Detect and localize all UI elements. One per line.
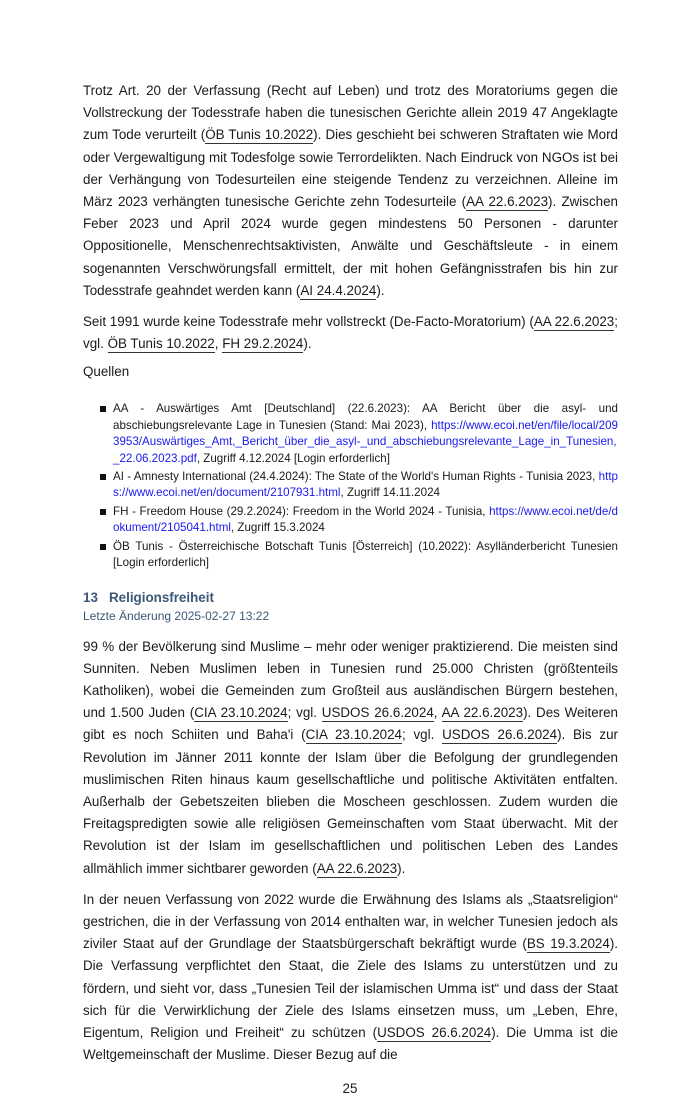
bullet-icon — [100, 544, 106, 550]
citation-link[interactable]: AA 22.6.2023 — [316, 860, 398, 876]
text: , Zugriff 14.11.2024 — [340, 486, 440, 500]
text: ÖB Tunis - Österreichische Botschaft Tunis [Österreich] (10.2022): Asylländerbericht Tunesien [Login erforderlich] — [113, 539, 618, 570]
citation-link[interactable]: CIA 23.10.2024 — [194, 705, 288, 721]
text: ). — [376, 282, 385, 298]
citation-link[interactable]: AA 22.6.2023 — [533, 314, 615, 330]
bullet-icon — [100, 474, 106, 480]
citation-link[interactable]: BS 19.3.2024 — [526, 936, 610, 952]
text: ; vgl. — [83, 314, 618, 352]
paragraph — [83, 889, 618, 1067]
source-item — [113, 401, 618, 467]
source-item — [113, 469, 618, 502]
citation-link[interactable]: AA 22.6.2023 — [466, 194, 549, 210]
source-url-link[interactable]: https://www.ecoi.net/de/dokument/2105041.html — [113, 504, 618, 535]
text: , Zugriff 4.12.2024 [Login erforderlich] — [196, 451, 390, 465]
text: Seit 1991 wurde keine Todesstrafe mehr vollstreckt (De-Facto-Moratorium) ( — [83, 314, 534, 330]
paragraphs-top — [83, 80, 618, 355]
text: ; vgl. — [402, 727, 443, 743]
citation-link[interactable]: AI 24.4.2024 — [300, 282, 377, 298]
text: ). Bis zur Revolution im Jänner 2011 konnte der Islam über die Befolgung der grundlegenden muslimischen Riten hinaus kaum gesellschaftliche und politische Aktivitäten entfalten. Außerhalb der Gebetszeiten blieben die Moscheen geschlossen. Zudem wurden die Freitagspredigten sowie alle religiösen Gemeinschaften vom Staat überwacht. Mit der Revolution ist der Islam im gesellschaftlichen und politischen Leben des Landes allmählich immer sichtbarer geworden ( — [83, 727, 618, 876]
source-item — [113, 504, 618, 537]
section-title: Religionsfreiheit — [109, 589, 214, 605]
source-item — [113, 539, 618, 572]
sources-heading: Quellen — [83, 364, 130, 380]
paragraph — [83, 636, 618, 880]
source-url-link[interactable]: https://www.ecoi.net/en/document/2107931.html — [113, 470, 618, 500]
text: In der neuen Verfassung von 2022 wurde die Erwähnung des Islams als „Staatsreligion“ gestrichen, die in der Verfassung von 2014 enthalten war, in welcher Tunesien jedoch als ziviler Staat auf der Grundlage der Staatsbürgerschaft bekräftigt wurde ( — [83, 891, 618, 952]
citation-link[interactable]: AA 22.6.2023 — [441, 705, 524, 721]
citation-link[interactable]: USDOS 26.6.2024 — [321, 705, 434, 721]
bullet-icon — [100, 509, 106, 515]
text: ). Zwischen Feber 2023 und April 2024 wurde gegen mindestens 50 Personen - darunter Oppositionelle, Menschenrechtsaktivisten, Anwälte und Geschäftsleute - in einem sogenannten Verschwörungsfall ermittelt, der mit hohen Gefängnisstrafen bis hin zur Todesstrafe geahndet werden kann ( — [83, 194, 618, 298]
bullet-icon — [100, 406, 106, 412]
source-url-link[interactable]: https://www.ecoi.net/en/file/local/2093953/Auswärtiges_Amt,_Bericht_über_die_asyl-_und_abschiebungsrelevante_Lage_in_Tunesien,_22.06.2023.pdf — [113, 418, 618, 465]
citation-link[interactable]: USDOS 26.6.2024 — [377, 1024, 492, 1040]
text: ). Des Weiteren gibt es noch Schiiten und Baha'i ( — [83, 705, 618, 743]
citation-link[interactable]: ÖB Tunis 10.2022 — [107, 336, 215, 352]
section-heading — [83, 590, 618, 605]
text: AA - Auswärtiges Amt [Deutschland] (22.6.2023): AA Bericht über die asyl- und abschiebungsrelevante Lage in Tunesien (Stand: Mai 2023), — [113, 402, 618, 432]
citation-link[interactable]: ÖB Tunis 10.2022 — [205, 127, 314, 143]
text: ). — [303, 336, 312, 352]
last-modified: Letzte Änderung 2025-02-27 13:22 — [83, 608, 270, 623]
text: ). Dies geschieht bei schweren Straftaten wie Mord oder Vergewaltigung mit Todesfolge sowie Terrordelikten. Nach Eindruck von NGOs ist bei der Verhängung von Todesurteilen eine steigende Tendenz zu verzeichnen. Alleine im März 2023 verhängten tunesische Gerichte zehn Todesurteile ( — [83, 127, 618, 210]
document-page — [83, 0, 618, 1066]
citation-link[interactable]: CIA 23.10.2024 — [305, 727, 402, 743]
citation-link[interactable]: USDOS 26.6.2024 — [442, 727, 558, 743]
citation-link[interactable]: FH 29.2.2024 — [222, 336, 304, 352]
text: 99 % der Bevölkerung sind Muslime – mehr oder weniger praktizierend. Die meisten sind Sunniten. Neben Muslimen leben in Tunesien rund 25.000 Christen (größtenteils Katholiken), wobei die Gemeinden zum Großteil aus ausländischen Bürgern bestehen, und 1.500 Juden ( — [83, 638, 618, 721]
paragraph — [83, 80, 618, 302]
text: Trotz Art. 20 der Verfassung (Recht auf Leben) und trotz des Moratoriums gegen die Vollstreckung der Todesstrafe haben die tunesischen Gerichte allein 2019 47 Angeklagte zum Tode verurteilt ( — [83, 83, 618, 143]
section-number: 13 — [83, 589, 98, 605]
page-number: 25 — [342, 1081, 358, 1097]
text: ; vgl. — [287, 705, 322, 721]
text: , Zugriff 15.3.2024 — [230, 521, 325, 535]
paragraph — [83, 311, 618, 355]
text: AI - Amnesty International (24.4.2024): The State of the World's Human Rights - Tunisia 2023, — [113, 470, 599, 484]
text: ). Die Verfassung verpflichtet den Staat, die Ziele des Islams zu unterstützen und zu fördern, und sieht vor, dass „Tunesien Teil der islamischen Umma ist“ und dass der Staat sich für die Verwirklichung der Ziele des Islams einsetzen muss, um „Leben, Ehre, Eigentum, Religion und Freiheit“ zu schützen ( — [83, 936, 618, 1040]
text: ). Die Umma ist die Weltgemeinschaft der Muslime. Dieser Bezug auf die — [83, 1024, 618, 1063]
paragraphs-bottom — [83, 636, 618, 1067]
sources-list — [83, 401, 618, 571]
text: FH - Freedom House (29.2.2024): Freedom in the World 2024 - Tunisia, — [113, 504, 490, 518]
text: ). — [397, 860, 406, 876]
text: , — [214, 336, 223, 352]
text: , — [433, 705, 442, 721]
